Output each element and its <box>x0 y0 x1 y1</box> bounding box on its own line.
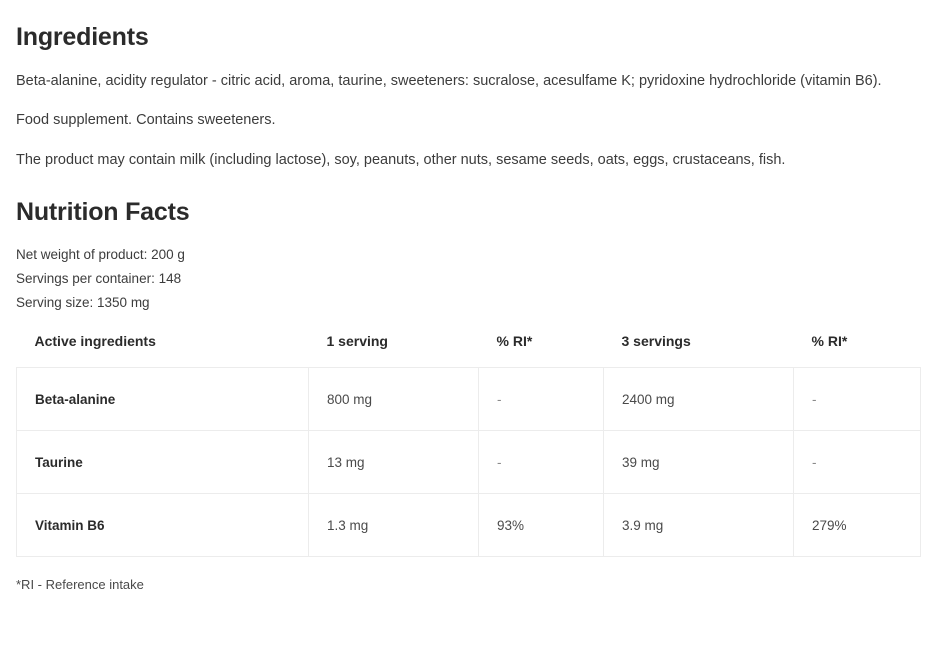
row-one-serving: 800 mg <box>309 368 479 431</box>
nutrition-facts-title: Nutrition Facts <box>16 198 190 227</box>
column-header-active-ingredients: Active ingredients <box>34 333 156 350</box>
row-one-serving: 1.3 mg <box>309 494 479 557</box>
table-row <box>17 368 921 431</box>
row-ri-three: - <box>794 368 921 431</box>
row-three-servings: 39 mg <box>604 431 794 494</box>
table-header-row <box>17 333 921 368</box>
reference-intake-footnote: *RI - Reference intake <box>16 577 144 593</box>
nutrition-table <box>16 333 921 557</box>
net-weight-line: Net weight of product: 200 g <box>16 247 185 263</box>
ingredients-title: Ingredients <box>16 23 149 51</box>
column-header-ri-one: % RI* <box>496 333 533 350</box>
ingredients-paragraph: Beta-alanine, acidity regulator - citric acid, aroma, taurine, sweeteners: sucralose, acesulfame K; pyridoxine hydrochloride (vitamin B6). <box>16 73 882 89</box>
column-header-ri-three: % RI* <box>811 333 848 350</box>
row-ri-one: - <box>479 431 604 494</box>
allergen-note: The product may contain milk (including lactose), soy, peanuts, other nuts, sesame seeds, oats, eggs, crustaceans, fish. <box>16 151 786 168</box>
row-one-serving: 13 mg <box>309 431 479 494</box>
serving-details <box>16 243 912 315</box>
row-three-servings: 2400 mg <box>604 368 794 431</box>
column-header-three-servings: 3 servings <box>621 333 691 350</box>
row-ri-one: 93% <box>479 494 604 557</box>
row-ri-three: 279% <box>794 494 921 557</box>
row-ri-one: - <box>479 368 604 431</box>
row-ingredient-name: Vitamin B6 <box>17 494 309 557</box>
table-row <box>17 494 921 557</box>
row-three-servings: 3.9 mg <box>604 494 794 557</box>
servings-per-container-line: Servings per container: 148 <box>16 271 182 287</box>
row-ingredient-name: Taurine <box>17 431 309 494</box>
row-ri-three: - <box>794 431 921 494</box>
row-ingredient-name: Beta-alanine <box>17 368 309 431</box>
table-row <box>17 431 921 494</box>
serving-size-line: Serving size: 1350 mg <box>16 295 150 311</box>
food-supplement-note: Food supplement. Contains sweeteners. <box>16 112 276 129</box>
table-body <box>17 368 921 557</box>
table-header <box>17 333 921 368</box>
column-header-one-serving: 1 serving <box>326 333 388 350</box>
